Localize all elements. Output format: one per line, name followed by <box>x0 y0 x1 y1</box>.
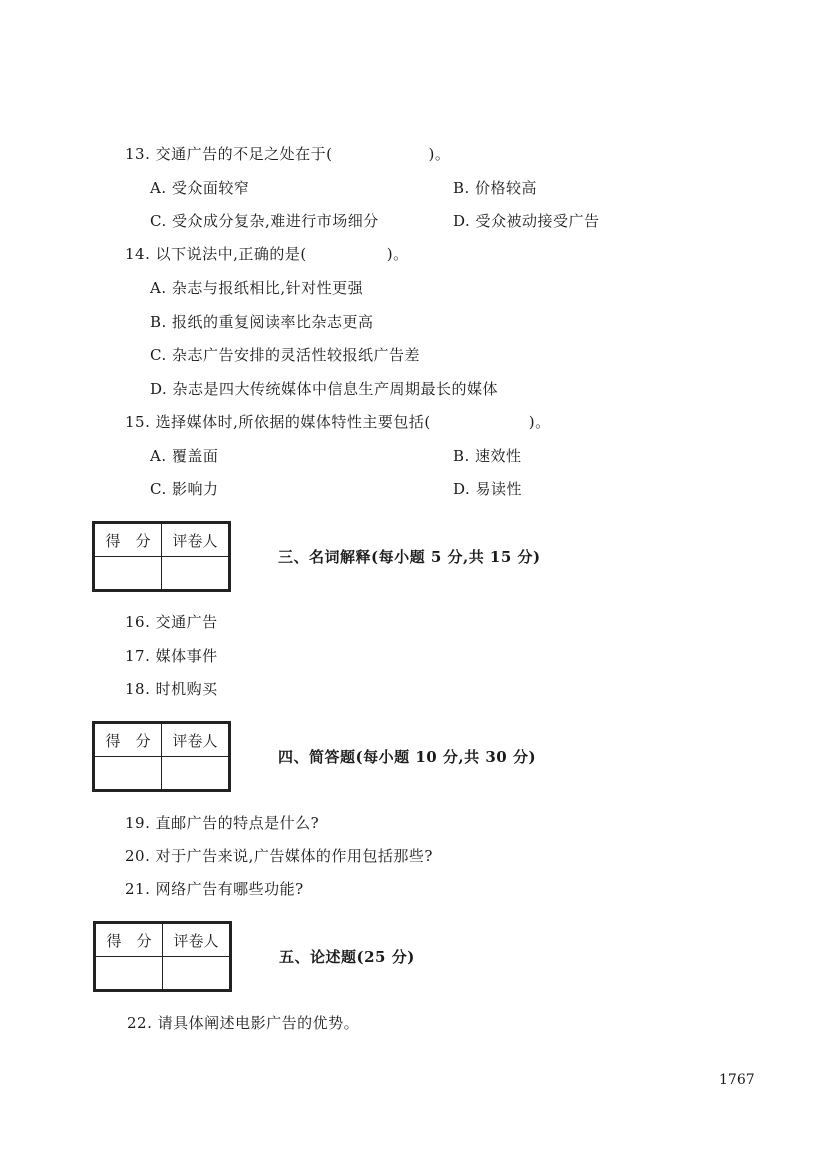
score-cell[interactable] <box>95 757 162 790</box>
question-17: 17. 媒体事件 <box>125 647 218 665</box>
score-table-section-5 <box>93 921 232 992</box>
question-18: 18. 时机购买 <box>125 680 218 698</box>
q14-option-b: B. 报纸的重复阅读率比杂志更高 <box>150 313 374 331</box>
score-header: 得 分 <box>95 724 162 757</box>
score-cell[interactable] <box>96 957 163 990</box>
score-cell[interactable] <box>95 557 162 590</box>
q15-option-b: B. 速效性 <box>453 447 522 465</box>
question-15 <box>125 412 551 432</box>
q13-option-a: A. 受众面较窄 <box>150 179 250 197</box>
question-21: 21. 网络广告有哪些功能? <box>125 880 304 898</box>
question-15-stem: 15. 选择媒体时,所依据的媒体特性主要包括( <box>125 413 431 431</box>
question-13-close: )。 <box>428 145 451 163</box>
q14-option-d: D. 杂志是四大传统媒体中信息生产周期最长的媒体 <box>150 380 499 398</box>
question-13-stem: 13. 交通广告的不足之处在于( <box>125 145 333 163</box>
grader-header: 评卷人 <box>163 924 230 957</box>
question-15-close: )。 <box>528 413 551 431</box>
q15-option-d: D. 易读性 <box>453 480 523 498</box>
grader-cell[interactable] <box>162 557 229 590</box>
question-14-stem: 14. 以下说法中,正确的是( <box>125 245 307 263</box>
question-16: 16. 交通广告 <box>125 613 218 631</box>
section-3-title: 三、名词解释(每小题 5 分,共 15 分) <box>278 548 541 566</box>
q14-option-c: C. 杂志广告安排的灵活性较报纸广告差 <box>150 346 420 364</box>
score-table-section-4 <box>92 721 231 792</box>
score-header: 得 分 <box>96 924 163 957</box>
page-number: 1767 <box>719 1072 755 1088</box>
section-5-title: 五、论述题(25 分) <box>279 948 415 966</box>
grader-header: 评卷人 <box>162 524 229 557</box>
question-22: 22. 请具体阐述电影广告的优势。 <box>127 1014 360 1032</box>
grader-cell[interactable] <box>162 757 229 790</box>
q13-option-c: C. 受众成分复杂,难进行市场细分 <box>150 212 379 230</box>
question-20: 20. 对于广告来说,广告媒体的作用包括那些? <box>125 847 433 865</box>
question-19: 19. 直邮广告的特点是什么? <box>125 814 320 832</box>
section-4-title: 四、简答题(每小题 10 分,共 30 分) <box>278 748 537 766</box>
question-14-close: )。 <box>386 245 409 263</box>
q13-option-d: D. 受众被动接受广告 <box>453 212 600 230</box>
score-header: 得 分 <box>95 524 162 557</box>
score-table-section-3 <box>92 521 231 592</box>
q15-option-a: A. 覆盖面 <box>150 447 219 465</box>
q14-option-a: A. 杂志与报纸相比,针对性更强 <box>150 279 364 297</box>
q13-option-b: B. 价格较高 <box>453 179 538 197</box>
question-13 <box>125 144 450 164</box>
question-14 <box>125 244 409 264</box>
q15-option-c: C. 影响力 <box>150 480 219 498</box>
grader-cell[interactable] <box>163 957 230 990</box>
grader-header: 评卷人 <box>162 724 229 757</box>
